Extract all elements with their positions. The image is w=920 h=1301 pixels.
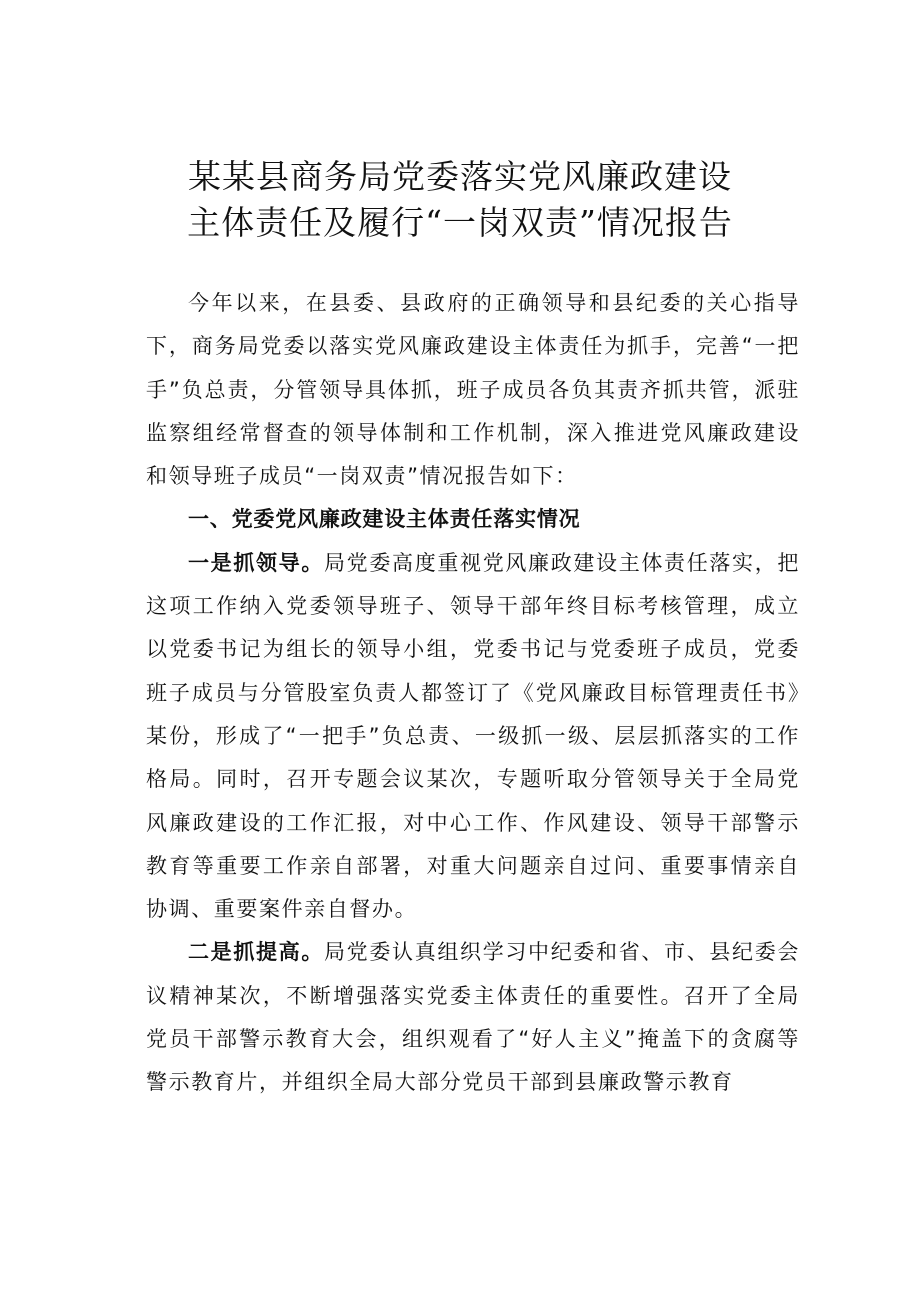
document-title-line-1: 某某县商务局党委落实党风廉政建设 xyxy=(188,157,732,196)
point-1-lead: 一是抓领导。 xyxy=(188,550,325,575)
point-2-paragraph xyxy=(146,931,800,1104)
section-1-heading: 一、党委党风廉政建设主体责任落实情况 xyxy=(188,507,581,532)
point-2-lead: 二是抓提高。 xyxy=(188,940,325,965)
point-1-paragraph xyxy=(146,542,800,932)
point-2-text: 局党委认真组织学习中纪委和省、市、县纪委会议精神某次，不断增强落实党委主体责任的重要性。召开了全局党员干部警示教育大会，组织观看了“好人主义”掩盖下的贪腐等警示教育片，并组织全局大部分党员干部到县廉政警示教育 xyxy=(146,940,800,1095)
document-title-line-2: 主体责任及履行“一岗双责”情况报告 xyxy=(187,203,733,242)
point-1-text: 局党委高度重视党风廉政建设主体责任落实，把这项工作纳入党委领导班子、领导干部年终目标考核管理，成立以党委书记为组长的领导小组，党委书记与党委班子成员，党委班子成员与分管股室负责人都签订了《党风廉政目标管理责任书》某份，形成了“一把手”负总责、一级抓一级、层层抓落实的工作格局。同时，召开专题会议某次，专题听取分管领导关于全局党风廉政建设的工作汇报，对中心工作、作风建设、领导干部警示教育等重要工作亲自部署，对重大问题亲自过问、重要事情亲自协调、重要案件亲自督办。 xyxy=(146,550,800,922)
document-body xyxy=(146,282,800,1105)
intro-paragraph: 今年以来，在县委、县政府的正确领导和县纪委的关心指导下，商务局党委以落实党风廉政建设主体责任为抓手，完善“一把手”负总责，分管领导具体抓，班子成员各负其责齐抓共管，派驻监察组经常督查的领导体制和工作机制，深入推进党风廉政建设和领导班子成员“一岗双责”情况报告如下： xyxy=(146,291,800,489)
